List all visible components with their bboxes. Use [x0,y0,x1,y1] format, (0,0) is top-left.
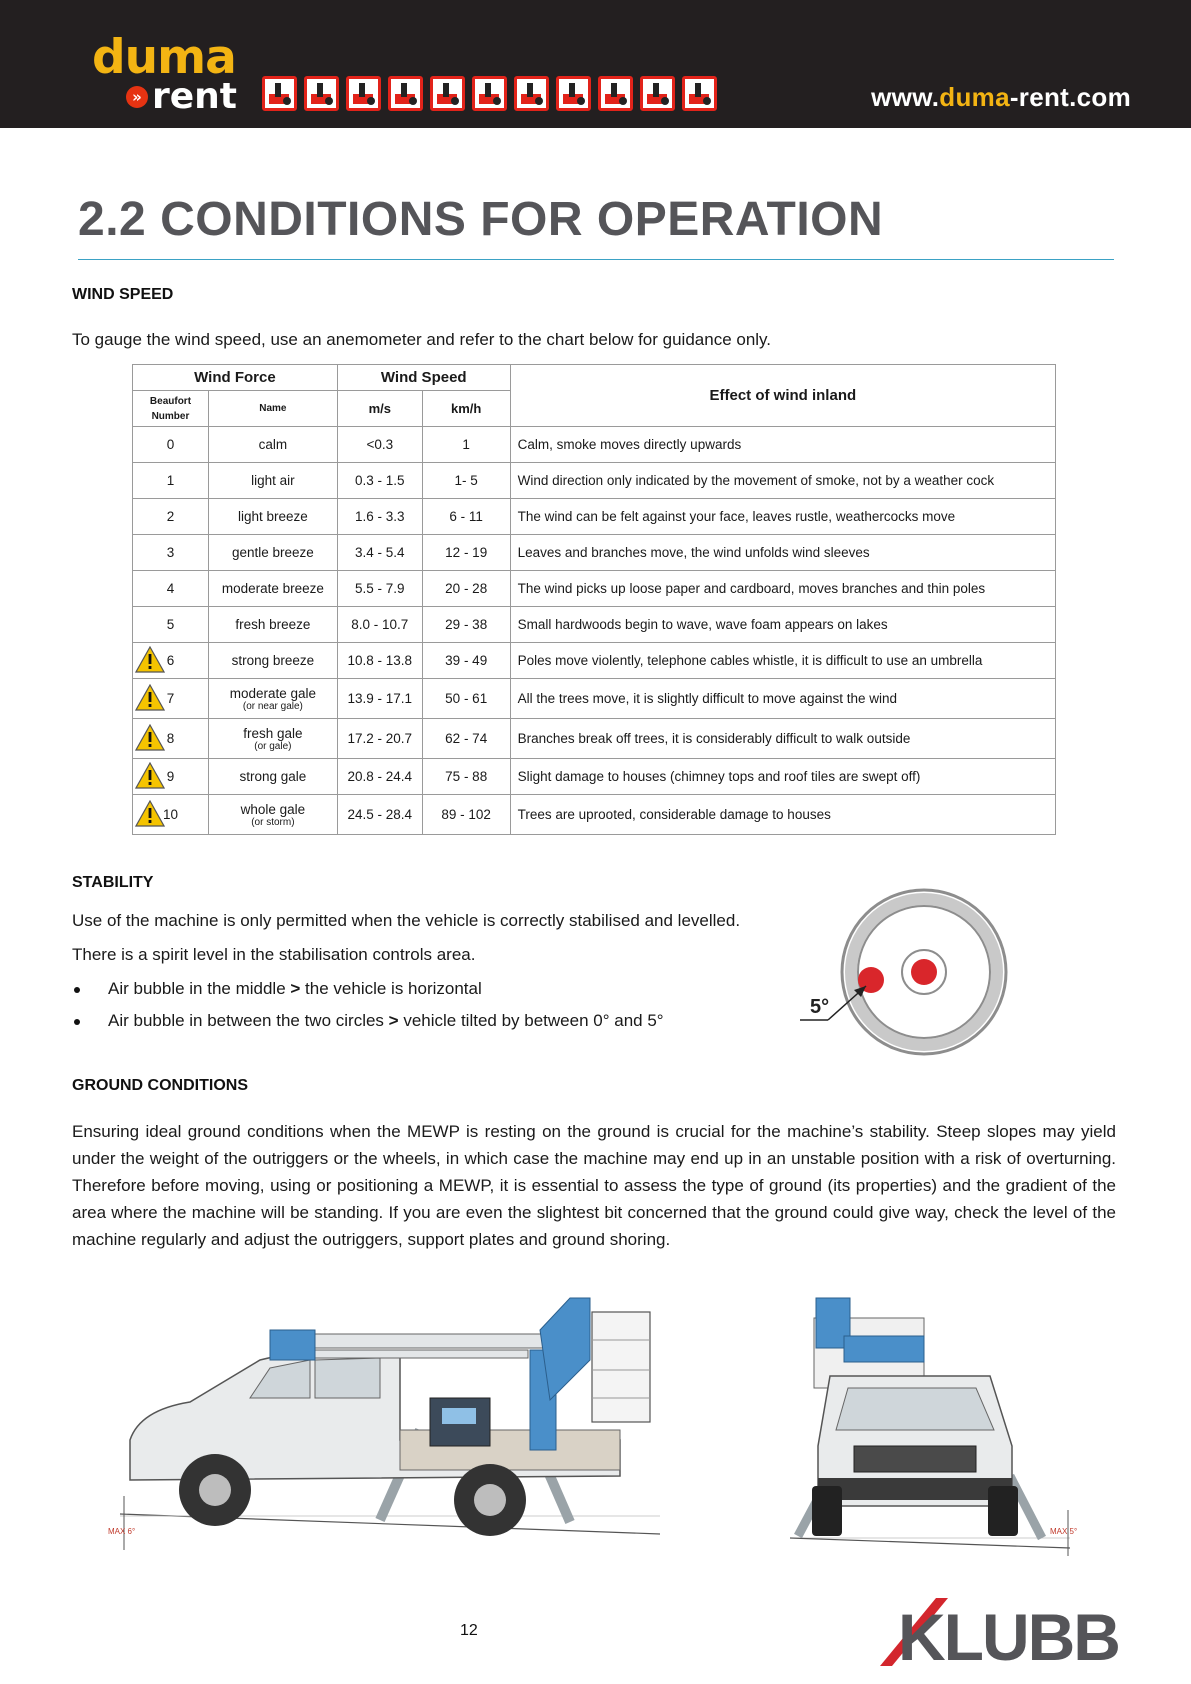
wind-kmh: 12 - 19 [422,535,510,571]
wind-name-cell [208,643,337,679]
wind-name-sub: (or storm) [251,816,295,828]
wind-kmh: 1- 5 [422,463,510,499]
url-highlight: duma [939,82,1010,112]
beaufort-number: 6 [166,653,175,668]
dumper-icon [430,76,465,111]
wind-effect: Poles move violently, telephone cables whistle, it is difficult to use an umbrella [510,643,1055,679]
warning-icon [135,724,165,752]
table-row [133,499,1056,535]
wind-name: strong breeze [231,653,315,668]
wind-kmh: 89 - 102 [422,795,510,835]
wind-name-cell [208,607,337,643]
machine-icons-strip [262,76,717,111]
klubb-logo-icon [878,1598,1128,1670]
bullet-tilted [72,1008,664,1040]
beaufort-table [132,364,1056,835]
duma-rent-logo [92,30,242,118]
wind-name-cell [208,463,337,499]
aerial-lift-icon [598,76,633,111]
wind-name-sub: (or gale) [254,740,292,752]
table-row [133,795,1056,835]
table-row [133,719,1056,759]
telehandler-icon [262,76,297,111]
logo-bottom-text: rent [152,76,238,117]
wind-ms: 1.6 - 3.3 [337,499,422,535]
url-suffix: -rent.com [1009,82,1131,112]
wind-name: strong gale [239,769,307,784]
wind-effect: Small hardwoods begin to wave, wave foam appears on lakes [510,607,1055,643]
wind-name-cell [208,719,337,759]
beaufort-number-cell [133,499,209,535]
wind-name: light breeze [237,509,308,524]
bullet2-arrow: > [388,1011,399,1030]
header-beaufort-line1: Beaufort [149,395,192,407]
beaufort-number: 4 [166,581,175,596]
beaufort-number: 7 [166,691,175,706]
bullet2-text-c: vehicle tilted by between 0° and 5° [398,1011,664,1030]
wind-ms: <0.3 [337,427,422,463]
wind-kmh: 6 - 11 [422,499,510,535]
wind-kmh: 75 - 88 [422,759,510,795]
page-title: 2.2 CONDITIONS FOR OPERATION [78,193,884,246]
wind-ms: 10.8 - 13.8 [337,643,422,679]
table-row [133,759,1056,795]
beaufort-number-cell [133,427,209,463]
wind-name-cell [208,795,337,835]
wind-name-cell [208,679,337,719]
table-row [133,607,1056,643]
wind-effect: The wind picks up loose paper and cardboard, moves branches and thin poles [510,571,1055,607]
truck-front-view-image [790,1296,1090,1556]
header-effect: Effect of wind inland [510,365,1055,427]
mewp-icon [682,76,717,111]
logo-top-text: duma [92,30,236,85]
beaufort-number: 0 [166,437,175,452]
wind-ms: 13.9 - 17.1 [337,679,422,719]
beaufort-number-cell [133,719,209,759]
wind-name: whole gale [240,801,306,817]
page-number: 12 [460,1622,478,1639]
wind-name-cell [208,535,337,571]
beaufort-number-cell [133,607,209,643]
wind-effect: The wind can be felt against your face, leaves rustle, weathercocks move [510,499,1055,535]
bullet-horizontal [72,976,664,1008]
wind-name: light air [251,473,295,488]
bullet1-text-a: Air bubble in the middle [108,979,291,998]
beaufort-number: 5 [166,617,175,632]
scissor-lift-icon [346,76,381,111]
beaufort-number: 8 [166,731,175,746]
wind-effect: Trees are uprooted, considerable damage to houses [510,795,1055,835]
header-wind-speed: Wind Speed [337,365,510,391]
header-ms: m/s [337,391,422,427]
wind-ms: 17.2 - 20.7 [337,719,422,759]
wind-name: fresh gale [243,725,303,741]
beaufort-number-cell [133,643,209,679]
table-row [133,463,1056,499]
table-row [133,535,1056,571]
wind-intro: To gauge the wind speed, use an anemometer and refer to the chart below for guidance only. [72,330,772,349]
truck-side-view-image [100,1290,710,1550]
bullet1-arrow: > [290,979,301,998]
stability-bullets [72,976,664,1040]
beaufort-number-cell [133,463,209,499]
stability-line2: There is a spirit level in the stabilisation controls area. [72,945,476,964]
header-name: Name [208,391,337,427]
beaufort-number-cell [133,679,209,719]
wind-kmh: 1 [422,427,510,463]
warning-icon [135,762,165,790]
wind-kmh: 62 - 74 [422,719,510,759]
wind-kmh: 39 - 49 [422,643,510,679]
wind-ms: 8.0 - 10.7 [337,607,422,643]
beaufort-number: 10 [162,807,178,822]
wind-kmh: 20 - 28 [422,571,510,607]
logo-chevron-icon: » [126,86,148,108]
wind-name: calm [258,437,288,452]
wind-effect: Branches break off trees, it is considerably difficult to walk outside [510,719,1055,759]
wind-effect: Leaves and branches move, the wind unfolds wind sleeves [510,535,1055,571]
warning-icon [135,646,165,674]
wind-effect: All the trees move, it is slightly difficult to move against the wind [510,679,1055,719]
wind-effect: Wind direction only indicated by the movement of smoke, not by a weather cock [510,463,1055,499]
mini-excavator-icon [388,76,423,111]
beaufort-number: 2 [166,509,175,524]
warning-icon [135,684,165,712]
wind-name-cell [208,499,337,535]
wind-speed-heading: WIND SPEED [72,286,174,303]
max-front-label: MAX 5° [1050,1527,1078,1536]
wind-kmh: 50 - 61 [422,679,510,719]
page-header [0,0,1191,128]
table-row [133,643,1056,679]
excavator-icon [556,76,591,111]
wind-name: moderate gale [229,685,317,701]
header-kmh: km/h [422,391,510,427]
url-prefix: www. [871,82,940,112]
beaufort-number-cell [133,759,209,795]
table-row [133,571,1056,607]
wind-name: moderate breeze [221,581,324,596]
klubb-logo-text: KLUBB [898,1600,1119,1670]
forklift-icon [304,76,339,111]
title-divider [78,259,1114,260]
spirit-level-icon [798,884,1018,1059]
beaufort-number-cell [133,795,209,835]
stability-line1: Use of the machine is only permitted when the vehicle is correctly stabilised and levelled. [72,911,741,930]
header-beaufort [133,391,209,427]
tilt-degree-label: 5° [810,996,830,1018]
website-url [871,82,1131,113]
wind-name-cell [208,427,337,463]
max-side-label: MAX 6° [108,1527,136,1536]
beaufort-number: 3 [166,545,175,560]
wind-ms: 5.5 - 7.9 [337,571,422,607]
wind-name: gentle breeze [231,545,314,560]
header-wind-force: Wind Force [133,365,338,391]
wind-ms: 24.5 - 28.4 [337,795,422,835]
ground-paragraph: Ensuring ideal ground conditions when the MEWP is resting on the ground is crucial for the machine’s stability. Steep slopes may yield under the weight of the outriggers or the wheels, in which case the machine may end up in an unstable position with a risk of overturning. Therefore before moving, using or positioning a MEWP, it is essential to assess the type of ground (its properties) and the gradient of the area where the machine will be standing. If you are even the slightest bit concerned that the ground could give way, check the level of the machine regularly and adjust the outriggers, support plates and ground shoring. [72,1122,1116,1249]
wind-ms: 3.4 - 5.4 [337,535,422,571]
wind-kmh: 29 - 38 [422,607,510,643]
ground-heading: GROUND CONDITIONS [72,1077,248,1094]
truck-platform-icon [514,76,549,111]
boom-lift-icon [640,76,675,111]
wind-name-cell [208,571,337,607]
beaufort-number: 1 [166,473,175,488]
beaufort-number: 9 [166,769,175,784]
stability-heading: STABILITY [72,874,154,891]
beaufort-number-cell [133,571,209,607]
compactor-icon [472,76,507,111]
wind-name-sub: (or near gale) [242,700,303,712]
wind-effect: Calm, smoke moves directly upwards [510,427,1055,463]
wind-name-cell [208,759,337,795]
bullet1-text-c: the vehicle is horizontal [300,979,482,998]
wind-ms: 20.8 - 24.4 [337,759,422,795]
beaufort-number-cell [133,535,209,571]
wind-effect: Slight damage to houses (chimney tops and roof tiles are swept off) [510,759,1055,795]
bullet2-text-a: Air bubble in between the two circles [108,1011,389,1030]
table-row [133,427,1056,463]
warning-icon [135,800,165,828]
table-row [133,679,1056,719]
header-beaufort-line2: Number [151,410,190,422]
wind-ms: 0.3 - 1.5 [337,463,422,499]
wind-name: fresh breeze [235,617,311,632]
